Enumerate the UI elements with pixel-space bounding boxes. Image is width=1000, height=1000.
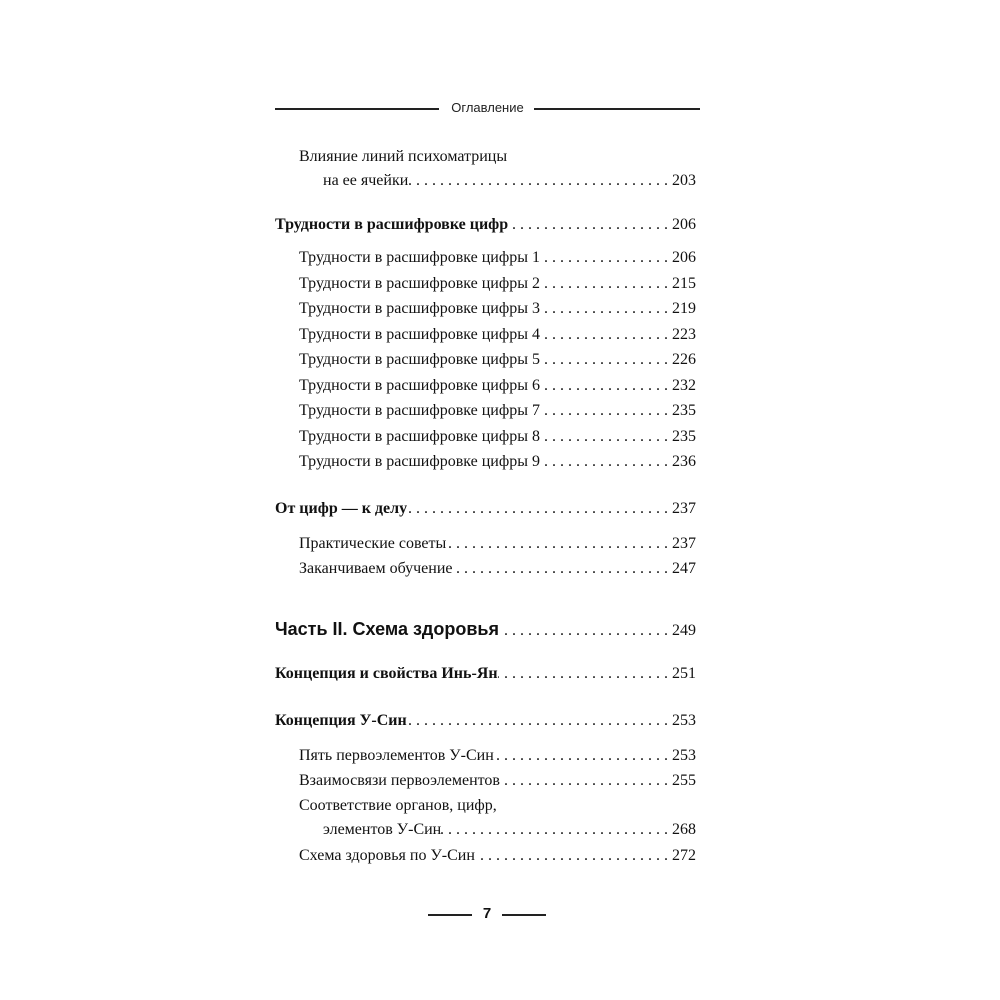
toc-entry-title: Концепция У-Син xyxy=(275,712,407,729)
toc-entry-page: 272 xyxy=(672,847,696,864)
toc-entry-page: 223 xyxy=(672,326,696,343)
toc-entry xyxy=(299,795,696,841)
toc-entry-title: Заканчиваем обучение xyxy=(299,560,453,577)
toc-entry xyxy=(299,770,696,792)
toc-entry-page: 237 xyxy=(672,535,696,552)
toc-entry-title: Трудности в расшифровке цифры 6 xyxy=(299,377,540,394)
dot-leader xyxy=(498,663,672,685)
toc-entry-title: Трудности в расшифровке цифры 8 xyxy=(299,428,540,445)
toc-entry-page: 251 xyxy=(672,665,696,682)
toc-entry-page: 206 xyxy=(672,249,696,266)
dot-leader xyxy=(540,451,672,473)
dot-leader xyxy=(540,349,672,371)
dot-leader xyxy=(494,745,672,767)
dot-leader xyxy=(540,400,672,422)
toc-entry-title: Взаимосвязи первоэлементов xyxy=(299,772,500,789)
toc-entry xyxy=(299,273,696,295)
toc-entry-page: 253 xyxy=(672,712,696,729)
toc-entry-page: 247 xyxy=(672,560,696,577)
toc-section xyxy=(275,710,696,732)
dot-leader xyxy=(508,214,672,236)
toc-entry-page: 203 xyxy=(672,172,696,189)
toc-section xyxy=(275,663,696,685)
toc-entry-title: Часть II. Схема здоровья xyxy=(275,619,499,639)
dot-leader xyxy=(475,845,672,867)
folio-rule-right xyxy=(502,914,546,916)
toc-part xyxy=(275,618,696,640)
toc-entry-title: Трудности в расшифровке цифр xyxy=(275,216,509,233)
toc-entry-title-line1: Влияние линий психоматрицы xyxy=(299,148,508,165)
toc-entry-page: 249 xyxy=(672,622,696,639)
toc-entry-title: Трудности в расшифровке цифры 9 xyxy=(299,453,540,470)
dot-leader xyxy=(407,498,672,520)
dot-leader xyxy=(540,273,672,295)
toc-entry-title: элементов У-Син xyxy=(323,821,442,838)
toc-entry-title: Трудности в расшифровке цифры 3 xyxy=(299,300,540,317)
dot-leader xyxy=(453,558,673,580)
dot-leader xyxy=(540,375,672,397)
toc-entry-page: 255 xyxy=(672,772,696,789)
toc-entry xyxy=(299,146,696,192)
dot-leader xyxy=(408,170,672,192)
toc-entry xyxy=(299,247,696,269)
dot-leader xyxy=(540,426,672,448)
toc-entry-title: Схема здоровья по У-Син xyxy=(299,847,475,864)
toc-entry xyxy=(299,298,696,320)
dot-leader xyxy=(500,770,672,792)
running-header xyxy=(275,98,700,118)
toc-entry-page: 219 xyxy=(672,300,696,317)
page-folio xyxy=(428,904,546,924)
dot-leader xyxy=(441,819,672,841)
header-rule-right xyxy=(534,108,700,110)
running-header-title: Оглавление xyxy=(451,100,524,115)
toc-entry-page: 215 xyxy=(672,275,696,292)
dot-leader xyxy=(499,620,672,642)
toc-entry-title: Трудности в расшифровке цифры 5 xyxy=(299,351,540,368)
toc-entry-page: 235 xyxy=(672,402,696,419)
toc-entry-title: Пять первоэлементов У-Син xyxy=(299,747,494,764)
toc-entry xyxy=(299,558,696,580)
toc-entry xyxy=(299,324,696,346)
dot-leader xyxy=(540,247,672,269)
dot-leader xyxy=(407,710,672,732)
toc-section xyxy=(275,214,696,236)
toc-entry xyxy=(299,451,696,473)
toc-entry xyxy=(299,426,696,448)
toc-entry-page: 232 xyxy=(672,377,696,394)
toc-entry-page: 268 xyxy=(672,821,696,838)
dot-leader xyxy=(540,298,672,320)
toc-entry-title: Трудности в расшифровке цифры 7 xyxy=(299,402,540,419)
toc-entry-page: 237 xyxy=(672,500,696,517)
toc-entry xyxy=(299,400,696,422)
toc-entry-page: 236 xyxy=(672,453,696,470)
toc-entry-title: От цифр — к делу xyxy=(275,500,408,517)
toc-entry xyxy=(299,349,696,371)
toc-entry-title: Трудности в расшифровке цифры 4 xyxy=(299,326,540,343)
toc-entry-title: на ее ячейки xyxy=(323,172,409,189)
dot-leader xyxy=(540,324,672,346)
toc-entry-title: Практические советы xyxy=(299,535,447,552)
toc-entry xyxy=(299,745,696,767)
page-number: 7 xyxy=(482,905,492,922)
toc-entry-title: Трудности в расшифровке цифры 1 xyxy=(299,249,540,266)
toc-entry xyxy=(299,845,696,867)
toc-entry-title: Концепция и свойства Инь-Ян xyxy=(275,665,498,682)
toc-section xyxy=(275,498,696,520)
toc-entry xyxy=(299,375,696,397)
toc-entry-page: 253 xyxy=(672,747,696,764)
dot-leader xyxy=(446,533,672,555)
toc-entry xyxy=(299,533,696,555)
toc-entry-title-line1: Соответствие органов, цифр, xyxy=(299,797,497,814)
toc-entry-title: Трудности в расшифровке цифры 2 xyxy=(299,275,540,292)
toc-entry-page: 226 xyxy=(672,351,696,368)
toc-entry-page: 206 xyxy=(672,216,696,233)
toc-entry-page: 235 xyxy=(672,428,696,445)
